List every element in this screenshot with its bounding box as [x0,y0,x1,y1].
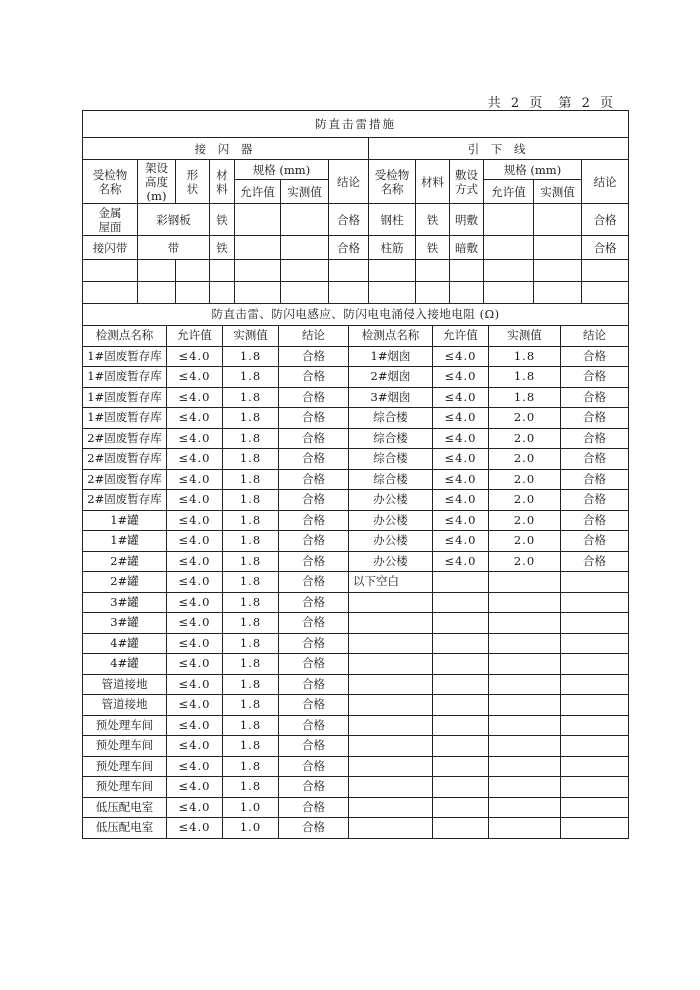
left-conclusion-cell: 合格 [279,469,349,490]
right-measured-cell: 2.0 [489,449,561,470]
right-allowed-cell: ≤4.0 [433,469,489,490]
left-point-cell: 1#固废暂存库 [83,387,167,408]
right-conclusion-cell: 合格 [561,408,629,429]
dc-header-material: 材料 [416,160,450,204]
table-row [83,818,629,839]
right-conclusion-cell [561,674,629,695]
left-measured-cell: 1.8 [223,572,279,593]
left-conclusion-cell: 合格 [279,428,349,449]
left-measured-cell: 1.8 [223,592,279,613]
grounding-resistance-table [82,303,629,839]
left-allowed-cell: ≤4.0 [167,387,223,408]
right-point-cell [349,674,433,695]
left-allowed-cell: ≤4.0 [167,797,223,818]
right-measured-cell [489,715,561,736]
right-allowed-cell: ≤4.0 [433,449,489,470]
table-row [83,674,629,695]
right-conclusion-cell [561,654,629,675]
right-allowed-cell: ≤4.0 [433,408,489,429]
right-measured-cell: 2.0 [489,551,561,572]
right-conclusion-cell: 合格 [561,531,629,552]
right-allowed-cell [433,674,489,695]
right-conclusion-cell [561,777,629,798]
right-point-cell: 以下空白 [349,572,433,593]
table-row [83,490,629,511]
table-row [83,613,629,634]
left-conclusion-cell: 合格 [279,633,349,654]
left-conclusion-cell: 合格 [279,695,349,716]
page-number: 共 2 页 第 2 页 [487,96,614,111]
right-allowed-cell: ≤4.0 [433,531,489,552]
left-conclusion-cell: 合格 [279,592,349,613]
right-measured-cell [489,674,561,695]
right-allowed-cell [433,654,489,675]
right-point-cell: 综合楼 [349,469,433,490]
right-point-cell [349,654,433,675]
left-measured-cell: 1.8 [223,346,279,367]
resistance-banner: 防直击雷、防闪电感应、防闪电电涌侵入接地电阻 (Ω) [83,304,629,326]
left-conclusion-cell: 合格 [279,408,349,429]
left-allowed-cell: ≤4.0 [167,756,223,777]
empty-row [83,260,629,282]
res-header-conclusion: 结论 [279,326,349,347]
left-measured-cell: 1.8 [223,428,279,449]
right-measured-cell [489,572,561,593]
right-point-cell: 办公楼 [349,531,433,552]
left-measured-cell: 1.8 [223,469,279,490]
right-conclusion-cell [561,592,629,613]
left-point-cell: 1#罐 [83,531,167,552]
left-measured-cell: 1.8 [223,756,279,777]
left-measured-cell: 1.8 [223,531,279,552]
left-conclusion-cell: 合格 [279,818,349,839]
left-point-cell: 3#罐 [83,592,167,613]
right-conclusion-cell [561,736,629,757]
right-measured-cell: 2.0 [489,490,561,511]
left-allowed-cell: ≤4.0 [167,736,223,757]
left-point-cell: 预处理车间 [83,715,167,736]
right-allowed-cell [433,613,489,634]
right-point-cell [349,715,433,736]
left-point-cell: 2#罐 [83,572,167,593]
right-allowed-cell: ≤4.0 [433,428,489,449]
left-allowed-cell: ≤4.0 [167,613,223,634]
right-point-cell [349,592,433,613]
left-measured-cell: 1.8 [223,613,279,634]
left-measured-cell: 1.8 [223,510,279,531]
left-allowed-cell: ≤4.0 [167,551,223,572]
right-point-cell: 3#烟囱 [349,387,433,408]
right-conclusion-cell: 合格 [561,551,629,572]
res-header-measured: 实测值 [223,326,279,347]
res-header-allowed-right: 允许值 [433,326,489,347]
dc-header-spec: 规格 (mm) [484,160,582,180]
table-row [83,408,629,429]
right-conclusion-cell: 合格 [561,346,629,367]
right-conclusion-cell: 合格 [561,449,629,470]
left-conclusion-cell: 合格 [279,572,349,593]
left-point-cell: 管道接地 [83,695,167,716]
left-conclusion-cell: 合格 [279,715,349,736]
left-allowed-cell: ≤4.0 [167,818,223,839]
left-point-cell: 2#固废暂存库 [83,449,167,470]
header-object: 受检物 名称 [83,160,138,204]
down-conductor-section-label: 引 下 线 [369,138,629,160]
right-measured-cell: 2.0 [489,531,561,552]
left-allowed-cell: ≤4.0 [167,469,223,490]
right-measured-cell: 2.0 [489,408,561,429]
table-row: 金属 屋面 彩钢板 铁 合格 钢柱 铁 明敷 合格 [83,204,629,236]
left-conclusion-cell: 合格 [279,736,349,757]
left-point-cell: 1#固废暂存库 [83,408,167,429]
left-allowed-cell: ≤4.0 [167,449,223,470]
left-measured-cell: 1.0 [223,797,279,818]
left-point-cell: 1#罐 [83,510,167,531]
left-allowed-cell: ≤4.0 [167,346,223,367]
left-allowed-cell: ≤4.0 [167,531,223,552]
right-measured-cell [489,695,561,716]
right-conclusion-cell: 合格 [561,387,629,408]
dc-header-conclusion: 结论 [582,160,629,204]
right-conclusion-cell [561,613,629,634]
table-row [83,797,629,818]
table-row [83,449,629,470]
left-point-cell: 3#罐 [83,613,167,634]
right-point-cell: 办公楼 [349,551,433,572]
left-conclusion-cell: 合格 [279,551,349,572]
left-point-cell: 预处理车间 [83,756,167,777]
header-allowed: 允许值 [235,180,281,204]
right-allowed-cell [433,592,489,613]
left-allowed-cell: ≤4.0 [167,510,223,531]
table-row [83,551,629,572]
table-row [83,715,629,736]
header-conclusion: 结论 [329,160,369,204]
right-allowed-cell [433,715,489,736]
table-row [83,756,629,777]
right-allowed-cell [433,633,489,654]
left-conclusion-cell: 合格 [279,531,349,552]
right-measured-cell [489,633,561,654]
left-allowed-cell: ≤4.0 [167,654,223,675]
right-allowed-cell [433,797,489,818]
right-measured-cell [489,592,561,613]
right-allowed-cell: ≤4.0 [433,490,489,511]
left-conclusion-cell: 合格 [279,797,349,818]
right-allowed-cell: ≤4.0 [433,367,489,388]
left-point-cell: 预处理车间 [83,736,167,757]
table-row: 接闪带 带 铁 合格 柱筋 铁 暗敷 合格 [83,236,629,260]
header-measured: 实测值 [281,180,329,204]
left-conclusion-cell: 合格 [279,367,349,388]
left-allowed-cell: ≤4.0 [167,490,223,511]
right-allowed-cell: ≤4.0 [433,510,489,531]
left-allowed-cell: ≤4.0 [167,408,223,429]
left-point-cell: 2#固废暂存库 [83,428,167,449]
table-row [83,633,629,654]
res-header-conclusion-right: 结论 [561,326,629,347]
right-point-cell: 综合楼 [349,428,433,449]
right-point-cell: 办公楼 [349,510,433,531]
left-point-cell: 低压配电室 [83,818,167,839]
left-measured-cell: 1.8 [223,715,279,736]
right-conclusion-cell [561,818,629,839]
air-terminal-section-label: 接 闪 器 [83,138,369,160]
left-measured-cell: 1.8 [223,367,279,388]
left-point-cell: 1#固废暂存库 [83,346,167,367]
empty-row [83,282,629,304]
left-conclusion-cell: 合格 [279,490,349,511]
left-point-cell: 2#罐 [83,551,167,572]
right-measured-cell [489,654,561,675]
table-row [83,469,629,490]
left-measured-cell: 1.8 [223,695,279,716]
right-conclusion-cell: 合格 [561,469,629,490]
left-conclusion-cell: 合格 [279,449,349,470]
right-conclusion-cell: 合格 [561,367,629,388]
left-conclusion-cell: 合格 [279,346,349,367]
right-point-cell: 办公楼 [349,490,433,511]
right-point-cell [349,613,433,634]
right-conclusion-cell [561,797,629,818]
dc-header-object: 受检物 名称 [369,160,416,204]
right-measured-cell [489,797,561,818]
right-allowed-cell [433,777,489,798]
left-conclusion-cell: 合格 [279,613,349,634]
right-allowed-cell [433,572,489,593]
table-row [83,572,629,593]
right-allowed-cell: ≤4.0 [433,387,489,408]
right-point-cell [349,736,433,757]
table-row [83,428,629,449]
table-row [83,592,629,613]
right-measured-cell [489,613,561,634]
left-conclusion-cell: 合格 [279,510,349,531]
right-allowed-cell [433,818,489,839]
right-measured-cell [489,736,561,757]
res-header-measured-right: 实测值 [489,326,561,347]
header-shape: 形 状 [176,160,210,204]
table-row [83,346,629,367]
left-measured-cell: 1.0 [223,818,279,839]
header-material: 材 料 [210,160,235,204]
table-row [83,531,629,552]
dc-header-allowed: 允许值 [484,180,534,204]
left-measured-cell: 1.8 [223,777,279,798]
left-point-cell: 低压配电室 [83,797,167,818]
left-measured-cell: 1.8 [223,674,279,695]
right-measured-cell [489,756,561,777]
left-allowed-cell: ≤4.0 [167,633,223,654]
left-measured-cell: 1.8 [223,490,279,511]
right-point-cell: 综合楼 [349,408,433,429]
left-point-cell: 4#罐 [83,654,167,675]
right-allowed-cell [433,736,489,757]
right-conclusion-cell [561,695,629,716]
right-conclusion-cell [561,572,629,593]
left-measured-cell: 1.8 [223,408,279,429]
right-point-cell [349,777,433,798]
left-point-cell: 2#固废暂存库 [83,469,167,490]
left-allowed-cell: ≤4.0 [167,367,223,388]
table-row [83,387,629,408]
right-point-cell: 2#烟囱 [349,367,433,388]
right-measured-cell: 1.8 [489,367,561,388]
dc-header-method: 敷设 方式 [450,160,484,204]
header-spec: 规格 (mm) [235,160,329,180]
right-measured-cell: 1.8 [489,346,561,367]
left-measured-cell: 1.8 [223,633,279,654]
left-point-cell: 1#固废暂存库 [83,367,167,388]
right-point-cell [349,756,433,777]
right-allowed-cell: ≤4.0 [433,551,489,572]
right-conclusion-cell: 合格 [561,490,629,511]
right-allowed-cell [433,695,489,716]
left-allowed-cell: ≤4.0 [167,715,223,736]
right-measured-cell: 2.0 [489,469,561,490]
left-measured-cell: 1.8 [223,449,279,470]
header-height: 架设 高度 (m) [138,160,176,204]
right-measured-cell [489,777,561,798]
table-row [83,367,629,388]
res-header-allowed: 允许值 [167,326,223,347]
right-point-cell: 综合楼 [349,449,433,470]
right-conclusion-cell: 合格 [561,428,629,449]
table-row [83,695,629,716]
table-row [83,654,629,675]
table-row [83,777,629,798]
left-measured-cell: 1.8 [223,387,279,408]
left-conclusion-cell: 合格 [279,756,349,777]
right-measured-cell [489,818,561,839]
right-point-cell [349,797,433,818]
right-conclusion-cell [561,715,629,736]
right-allowed-cell [433,756,489,777]
left-allowed-cell: ≤4.0 [167,572,223,593]
left-point-cell: 管道接地 [83,674,167,695]
left-conclusion-cell: 合格 [279,387,349,408]
res-header-point: 检测点名称 [83,326,167,347]
right-point-cell: 1#烟囱 [349,346,433,367]
right-allowed-cell: ≤4.0 [433,346,489,367]
left-allowed-cell: ≤4.0 [167,592,223,613]
left-measured-cell: 1.8 [223,551,279,572]
left-allowed-cell: ≤4.0 [167,428,223,449]
dc-header-measured: 实测值 [534,180,582,204]
left-allowed-cell: ≤4.0 [167,695,223,716]
direct-lightning-table [82,110,629,304]
right-measured-cell: 2.0 [489,510,561,531]
right-conclusion-cell: 合格 [561,510,629,531]
left-point-cell: 预处理车间 [83,777,167,798]
right-conclusion-cell [561,756,629,777]
right-measured-cell: 1.8 [489,387,561,408]
left-measured-cell: 1.8 [223,654,279,675]
right-measured-cell: 2.0 [489,428,561,449]
left-conclusion-cell: 合格 [279,654,349,675]
right-point-cell [349,818,433,839]
left-point-cell: 2#固废暂存库 [83,490,167,511]
res-header-point-right: 检测点名称 [349,326,433,347]
right-conclusion-cell [561,633,629,654]
left-allowed-cell: ≤4.0 [167,674,223,695]
left-conclusion-cell: 合格 [279,674,349,695]
left-conclusion-cell: 合格 [279,777,349,798]
right-point-cell [349,695,433,716]
right-point-cell [349,633,433,654]
left-point-cell: 4#罐 [83,633,167,654]
table-row [83,510,629,531]
left-measured-cell: 1.8 [223,736,279,757]
table-row [83,736,629,757]
left-allowed-cell: ≤4.0 [167,777,223,798]
table-title: 防直击雷措施 [83,111,629,138]
